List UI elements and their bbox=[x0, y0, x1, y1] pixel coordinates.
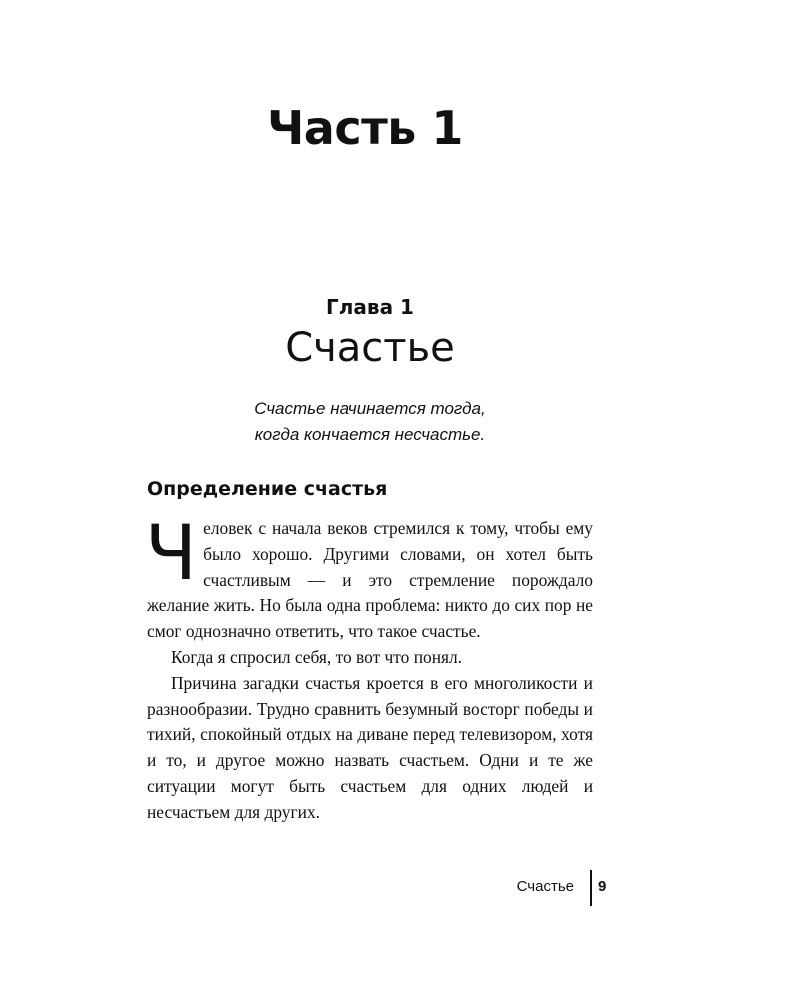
drop-cap: Ч bbox=[145, 508, 198, 597]
paragraph: Когда я спросил себя, то вот что понял. bbox=[171, 646, 463, 667]
section-heading: Определение счастья bbox=[147, 478, 388, 500]
epigraph bbox=[0, 396, 740, 448]
chapter-label: Глава 1 bbox=[326, 295, 414, 319]
epigraph-line: Счастье начинается тогда, bbox=[254, 399, 486, 418]
paragraph-text: еловек с начала веков стремился к тому, чтобы ему было хорошо. Другими словами, он хотел быть счастливым — и это стремление порождало желание жить. Но была одна проблема: никто до сих пор не смог однозначно ответить, что такое счастье. bbox=[147, 518, 593, 642]
page-number: 9 bbox=[598, 878, 607, 895]
epigraph-line: когда кончается несчастье. bbox=[254, 425, 486, 444]
footer-divider bbox=[590, 870, 592, 906]
paragraph bbox=[145, 508, 593, 645]
part-title: Часть 1 bbox=[267, 101, 463, 155]
running-title: Счастье bbox=[516, 878, 574, 895]
chapter-title: Счастье bbox=[285, 325, 455, 371]
paragraph: Причина загадки счастья кроется в его многоликости и разнообразии. Трудно сравнить безумный восторг победы и тихий, спокойный отдых на диване перед телевизором, хотя и то, и другое можно назвать счастьем. Одни и те же ситуации могут быть счастьем для одних людей и несчастьем для других. bbox=[147, 672, 593, 822]
body-text bbox=[145, 508, 593, 826]
